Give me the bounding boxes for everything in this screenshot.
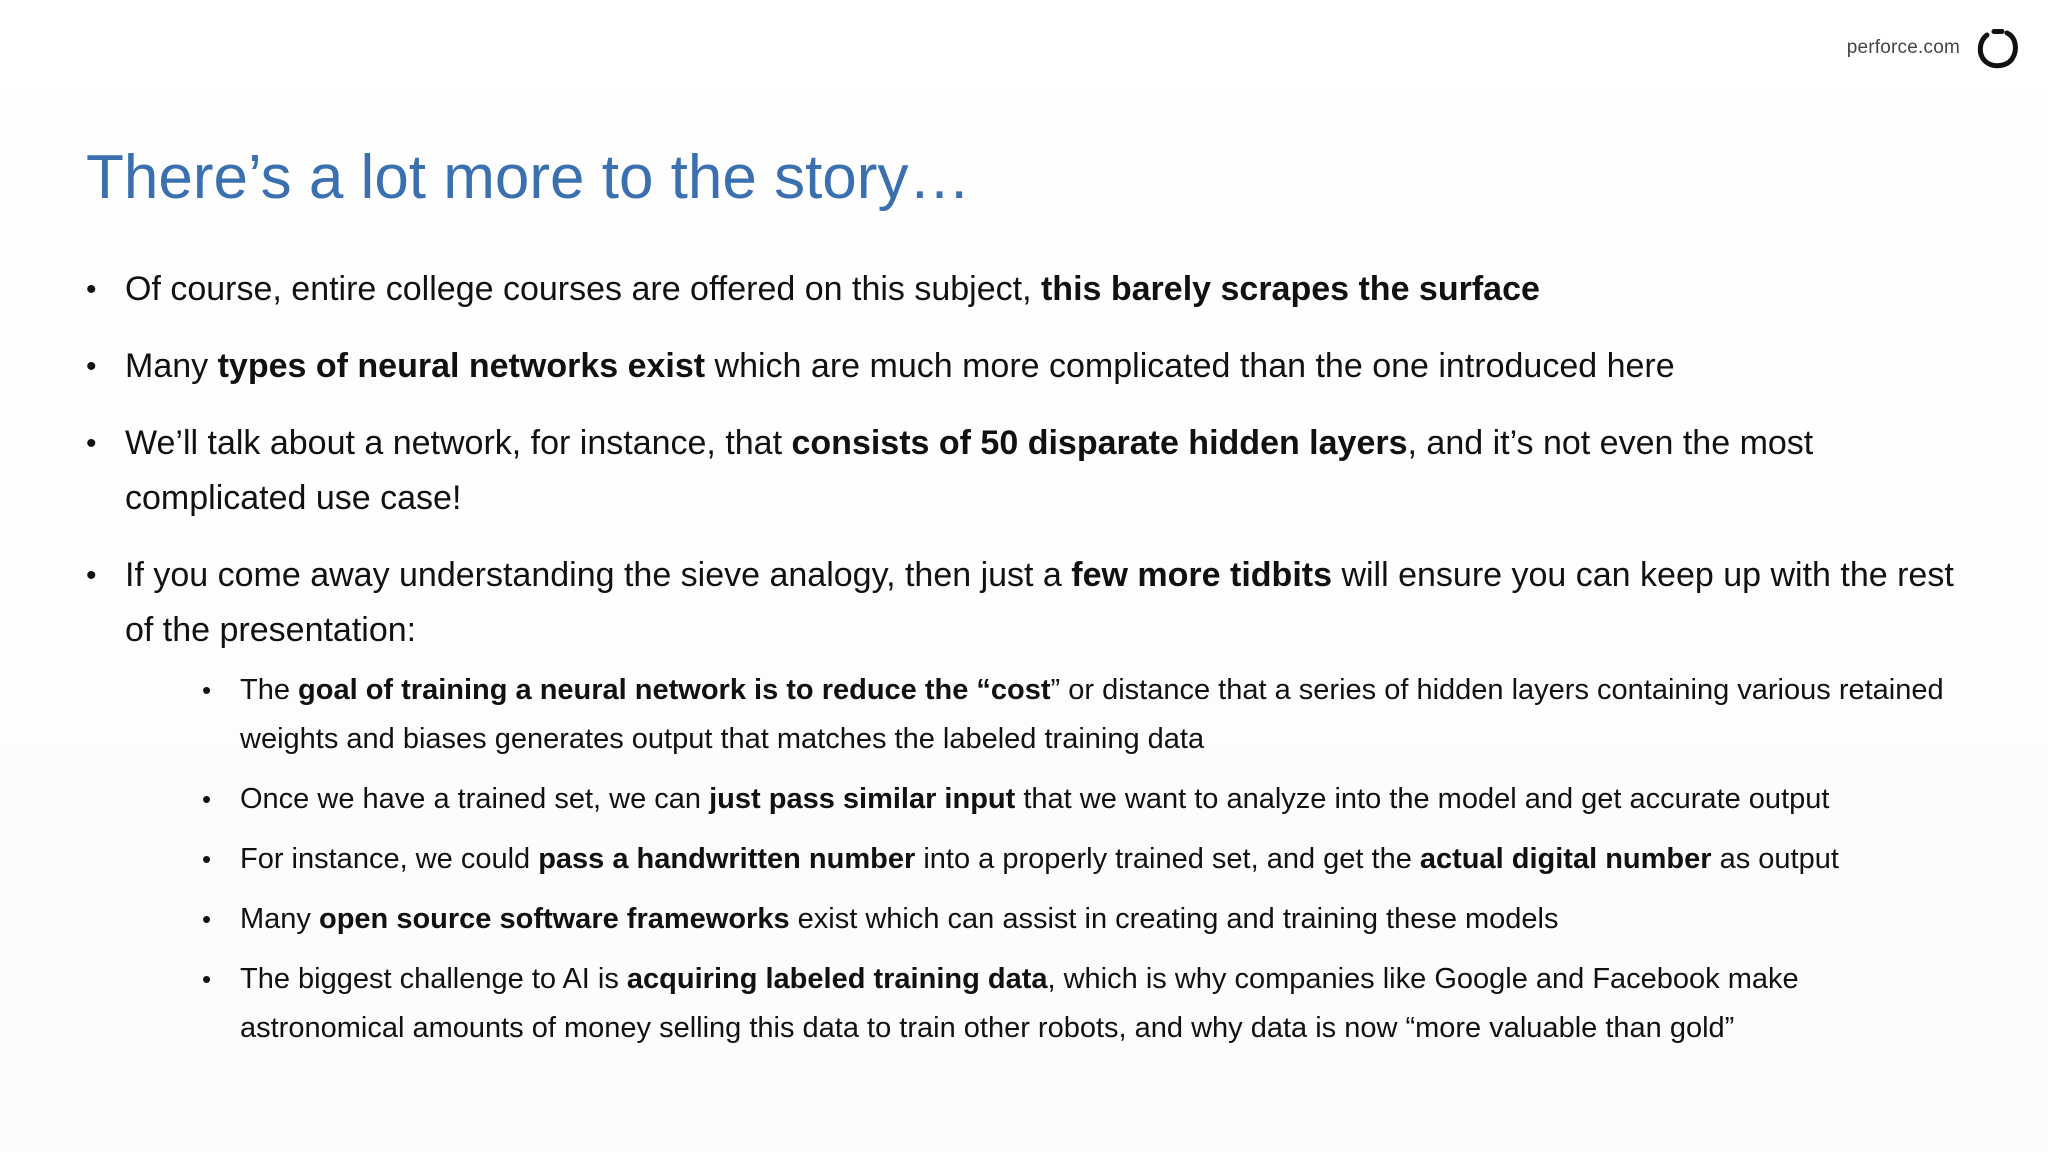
sub-bullet-text: The [240, 674, 299, 706]
bullet-dot-icon: • [86, 350, 97, 383]
bullet-bold-text: this barely scrapes the surface [1040, 270, 1540, 308]
sub-bullet-text: ” or distance that a series of hidden layers containing various retained weights and biases generates output that matches the labeled training data [240, 674, 1944, 755]
bullet-dot-icon: • [86, 559, 97, 592]
bullet-text: , and it’s not even the most complicated use case! [125, 424, 1814, 517]
bullet-item [86, 339, 1966, 394]
sub-bullet-text: Many [240, 903, 319, 935]
sub-bullet-bold-text: open source software frameworks [318, 903, 790, 935]
sub-bullet-dot-icon: • [202, 904, 212, 934]
slide-title: There’s a lot more to the story… [86, 143, 971, 212]
sub-bullet-dot-icon: • [202, 964, 212, 994]
sub-bullet-dot-icon: • [202, 675, 212, 705]
sub-bullet-bold-text: just pass similar input [709, 783, 1016, 815]
brand-header [1847, 26, 2020, 70]
sub-bullet-text: exist which can assist in creating and training these models [789, 903, 1559, 935]
sub-bullet-text: as output [1711, 843, 1839, 875]
bullet-dot-icon: • [86, 427, 97, 460]
bullet-bold-text: few more tidbits [1071, 556, 1332, 594]
bullet-dot-icon: • [86, 273, 97, 306]
bullet-item [86, 416, 1966, 526]
bullet-item [86, 262, 1966, 317]
perforce-logo-icon [1976, 26, 2020, 70]
sub-bullet-dot-icon: • [202, 844, 212, 874]
sub-bullet-text: into a properly trained set, and get the [915, 843, 1420, 875]
bullet-bold-text: types of neural networks exist [217, 347, 706, 385]
brand-site-link[interactable]: perforce.com [1846, 37, 1960, 58]
sub-bullet-text: , which is why companies like Google and Facebook make astronomical amounts of money selling this data to train other robots, and why data is now “more valuable than gold” [240, 963, 1799, 1044]
sub-bullet-bold-text: goal of training a neural network is to reduce the “cost [298, 674, 1051, 706]
sub-bullet-bold-text: pass a handwritten number [538, 843, 916, 875]
bullet-item [86, 548, 1966, 1053]
sub-bullet-bold-text: acquiring labeled training data [626, 963, 1048, 995]
bullet-bold-text: consists of 50 disparate hidden layers [791, 424, 1408, 462]
sub-bullet-list [125, 666, 1966, 1053]
bullet-list [86, 262, 1966, 1053]
sub-bullet-text: that we want to analyze into the model and get accurate output [1015, 783, 1830, 815]
sub-bullet-item [202, 666, 1966, 764]
bullet-text: We’ll talk about a network, for instance, that [125, 424, 792, 462]
sub-bullet-bold-text: actual digital number [1419, 843, 1712, 875]
slide-content [86, 262, 1966, 1075]
sub-bullet-item [202, 955, 1966, 1053]
sub-bullet-text: Once we have a trained set, we can [240, 783, 710, 815]
bullet-text: Many [125, 347, 218, 385]
sub-bullet-item [202, 895, 1966, 944]
sub-bullet-item [202, 775, 1966, 824]
bullet-text: Of course, entire college courses are offered on this subject, [125, 270, 1041, 308]
bullet-text: which are much more complicated than the one introduced here [705, 347, 1675, 385]
bullet-text: If you come away understanding the sieve analogy, then just a [125, 556, 1072, 594]
bullet-text: will ensure you can keep up with the rest of the presentation: [125, 556, 1954, 649]
sub-bullet-dot-icon: • [202, 784, 212, 814]
sub-bullet-text: The biggest challenge to AI is [240, 963, 627, 995]
sub-bullet-text: For instance, we could [240, 843, 539, 875]
sub-bullet-item [202, 835, 1966, 884]
